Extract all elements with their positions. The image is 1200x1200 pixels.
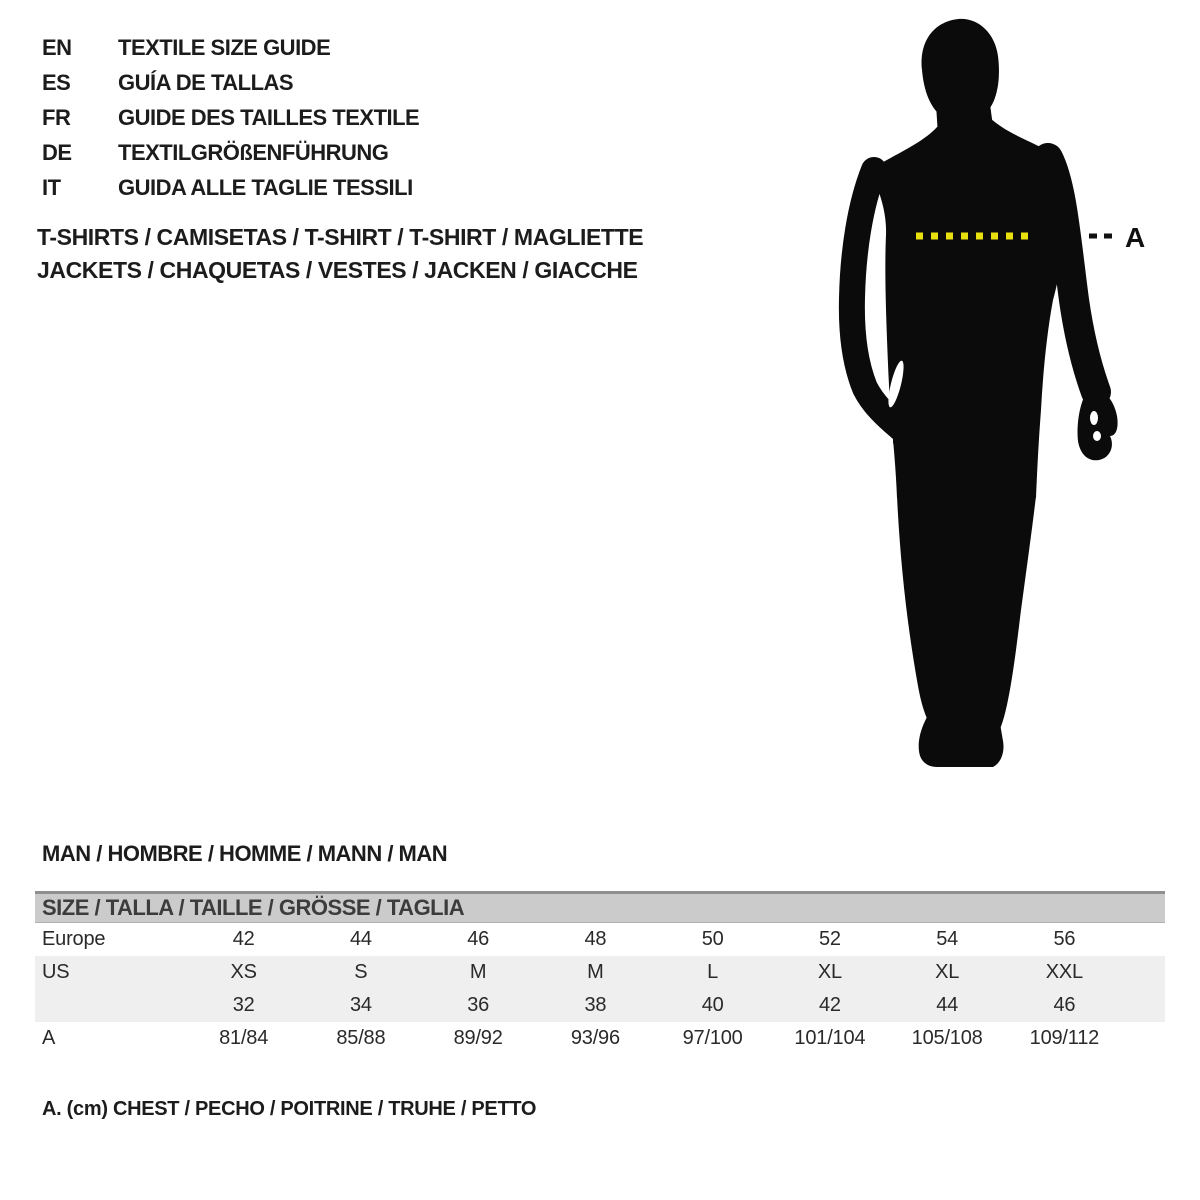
hand-notch: [1093, 431, 1101, 441]
size-cell: 42: [818, 994, 841, 1016]
size-cell: 105/108: [911, 1027, 983, 1049]
size-cell: 46: [1053, 994, 1076, 1016]
language-row: [42, 170, 419, 205]
table-row-us: [35, 956, 1165, 989]
guide-title: TEXTILGRÖßENFÜHRUNG: [118, 139, 389, 165]
guide-title: GUÍA DE TALLAS: [118, 69, 294, 95]
size-cell: 44: [349, 928, 372, 950]
table-row-us-numeric: [35, 989, 1165, 1022]
size-cell: 81/84: [219, 1027, 269, 1049]
section-heading-man: MAN / HOMBRE / HOMME / MANN / MAN: [42, 841, 448, 866]
language-code: EN: [42, 34, 72, 60]
size-table: [35, 891, 1165, 1055]
language-row: [42, 30, 419, 65]
row-label: A: [42, 1027, 56, 1049]
measure-legend: A. (cm) CHEST / PECHO / POITRINE / TRUHE / PETTO: [42, 1098, 537, 1120]
table-row-chest: [35, 1022, 1165, 1055]
language-row: [42, 100, 419, 135]
size-cell: M: [469, 961, 487, 983]
size-cell: 101/104: [794, 1027, 866, 1049]
size-cell: 109/112: [1029, 1027, 1100, 1049]
row-label: Europe: [42, 928, 106, 950]
size-cell: 32: [232, 994, 255, 1016]
size-cell: XL: [935, 961, 960, 983]
size-cell: 40: [701, 994, 724, 1016]
size-cell: M: [587, 961, 604, 983]
size-cell: 52: [818, 928, 841, 950]
row-label: US: [42, 961, 70, 983]
size-cell: 85/88: [336, 1027, 386, 1049]
category-block: [37, 221, 643, 287]
language-code: ES: [42, 69, 71, 95]
size-cell: 36: [467, 994, 490, 1016]
size-cell: 48: [584, 928, 607, 950]
table-row-europe: [35, 923, 1165, 956]
size-cell: 93/96: [570, 1027, 620, 1049]
chest-measure-label: A: [1125, 222, 1146, 253]
size-cell: XL: [817, 961, 842, 983]
language-code: DE: [42, 139, 72, 165]
size-cell: 89/92: [453, 1027, 503, 1049]
guide-title: GUIDA ALLE TAGLIE TESSILI: [118, 174, 413, 200]
language-row: [42, 135, 419, 170]
hand-notch: [1090, 411, 1098, 425]
size-cell: 54: [936, 928, 959, 950]
language-title-block: [42, 30, 419, 205]
size-cell: 42: [232, 928, 255, 950]
size-cell: 44: [936, 994, 959, 1016]
guide-title: GUIDE DES TAILLES TEXTILE: [118, 104, 420, 130]
guide-title: TEXTILE SIZE GUIDE: [118, 34, 331, 60]
size-cell: 56: [1053, 928, 1076, 950]
language-code: IT: [42, 174, 61, 200]
size-cell: 34: [349, 994, 372, 1016]
size-cell: XS: [230, 961, 257, 983]
category-tshirts: T-SHIRTS / CAMISETAS / T-SHIRT / T-SHIRT / MAGLIETTE: [37, 224, 644, 250]
size-cell: 50: [701, 928, 724, 950]
size-cell: L: [707, 961, 719, 983]
language-row: [42, 65, 419, 100]
size-cell: S: [354, 961, 368, 983]
size-cell: 97/100: [682, 1027, 743, 1049]
size-table-header: [35, 891, 1165, 923]
size-cell: 46: [467, 928, 490, 950]
size-table-header-label: SIZE / TALLA / TAILLE / GRÖSSE / TAGLIA: [42, 895, 465, 920]
man-silhouette-figure: [820, 0, 1200, 800]
category-jackets: JACKETS / CHAQUETAS / VESTES / JACKEN / GIACCHE: [37, 257, 638, 283]
language-code: FR: [42, 104, 71, 130]
size-cell: 38: [584, 994, 607, 1016]
size-cell: XXL: [1045, 961, 1083, 983]
